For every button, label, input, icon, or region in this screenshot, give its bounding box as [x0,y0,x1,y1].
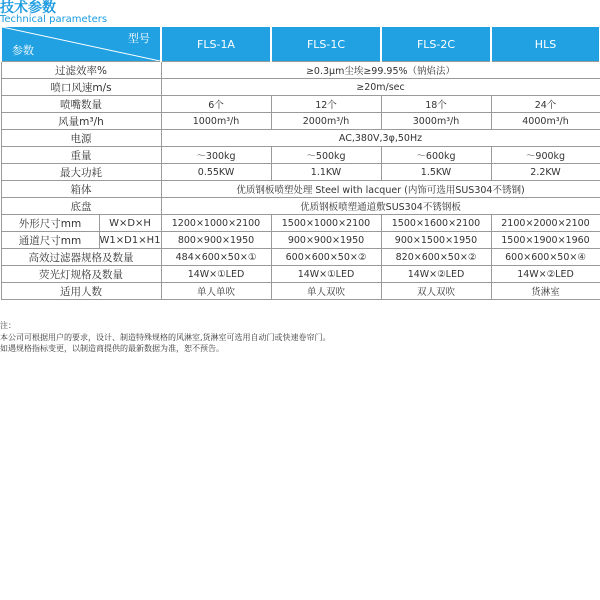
table-cell: 484×600×50×① [161,249,271,266]
table-cell: 2100×2000×2100 [491,215,600,232]
table-cell: 双人双吹 [381,283,491,300]
table-cell: 2000m³/h [271,113,381,130]
notes-line-2: 如遇规格指标变更，以制造商提供的最新数据为准，恕不预告。 [0,344,224,353]
table-cell: 3000m³/h [381,113,491,130]
table-row [1,198,600,215]
section-title: 技术参数 [0,0,56,16]
table-cell: 0.55KW [161,164,271,181]
table-cell: 820×600×50×② [381,249,491,266]
table-row [1,181,600,198]
header-model-2: FLS-1C [271,27,381,62]
table-row [1,266,600,283]
row-value-speed: ≥20m/sec [161,79,600,96]
row-sublabel-outer-size: W×D×H [99,215,161,232]
row-label-efficiency: 过滤效率% [1,62,161,79]
row-label-channel-size: 通道尺寸mm [1,232,99,249]
table-cell: ～500kg [271,147,381,164]
table-row [1,113,600,130]
header-param-label: 参数 [12,44,34,57]
row-label-weight: 重量 [1,147,161,164]
table-cell: 1.1KW [271,164,381,181]
row-value-power-source: AC,380V,3φ,50Hz [161,130,600,147]
table-cell: 600×600×50×② [271,249,381,266]
table-row [1,232,600,249]
table-cell: 24个 [491,96,600,113]
row-value-base: 优质钢板喷塑通道敷SUS304不锈钢板 [161,198,600,215]
spec-table [0,27,600,300]
row-value-cabinet: 优质钢板喷塑处理 Steel with lacquer (内饰可选用SUS304不锈钢) [161,181,600,198]
table-row [1,130,600,147]
row-label-cabinet: 箱体 [1,181,161,198]
table-cell: 600×600×50×④ [491,249,600,266]
row-label-outer-size: 外形尺寸mm [1,215,99,232]
notes-line-1: 本公司可根据用户的要求，设计、制造特殊规格的风淋室,货淋室可选用自动门或快速卷帘门。 [0,332,331,342]
table-cell: ～600kg [381,147,491,164]
row-label-base: 底盘 [1,198,161,215]
table-cell: 1200×1000×2100 [161,215,271,232]
table-cell: 4000m³/h [491,113,600,130]
table-cell: 6个 [161,96,271,113]
table-cell: 14W×①LED [161,266,271,283]
table-cell: 14W×②LED [491,266,600,283]
table-cell: 1.5KW [381,164,491,181]
table-cell: 1500×1600×2100 [381,215,491,232]
table-cell: 货淋室 [491,283,600,300]
header-model-1: FLS-1A [161,27,271,62]
row-label-filter: 高效过滤器规格及数量 [1,249,161,266]
table-row [1,79,600,96]
header-model-label: 型号 [128,32,150,45]
row-label-speed: 喷口风速m/s [1,79,161,96]
table-row [1,147,600,164]
notes [0,320,600,355]
table-cell: 12个 [271,96,381,113]
table-cell: ～900kg [491,147,600,164]
table-cell: 900×1500×1950 [381,232,491,249]
table-row [1,96,600,113]
row-label-nozzles: 喷嘴数量 [1,96,161,113]
table-cell: 单人双吹 [271,283,381,300]
row-label-airflow: 风量m³/h [1,113,161,130]
table-cell: ～300kg [161,147,271,164]
table-cell: 1500×1900×1960 [491,232,600,249]
notes-prefix: 注： [0,321,16,330]
table-cell: 1500×1000×2100 [271,215,381,232]
table-row [1,283,600,300]
table-cell: 2.2KW [491,164,600,181]
row-label-max-power: 最大功耗 [1,164,161,181]
row-sublabel-channel-size: W1×D1×H1 [99,232,161,249]
table-row [1,215,600,232]
row-label-lamp: 荧光灯规格及数量 [1,266,161,283]
table-cell: 1000m³/h [161,113,271,130]
table-cell: 800×900×1950 [161,232,271,249]
header-model-4: HLS [491,27,600,62]
header-model-3: FLS-2C [381,27,491,62]
table-header-row [1,27,600,62]
table-cell: 18个 [381,96,491,113]
header-corner [1,27,161,62]
row-label-users: 适用人数 [1,283,161,300]
table-cell: 14W×②LED [381,266,491,283]
table-cell: 14W×①LED [271,266,381,283]
section-subtitle: Technical parameters [0,14,108,25]
table-cell: 单人单吹 [161,283,271,300]
row-label-power-source: 电源 [1,130,161,147]
table-cell: 900×900×1950 [271,232,381,249]
table-row [1,249,600,266]
table-row [1,164,600,181]
table-row [1,62,600,79]
row-value-efficiency: ≥0.3μm尘埃≥99.95%（钠焰法） [161,62,600,79]
